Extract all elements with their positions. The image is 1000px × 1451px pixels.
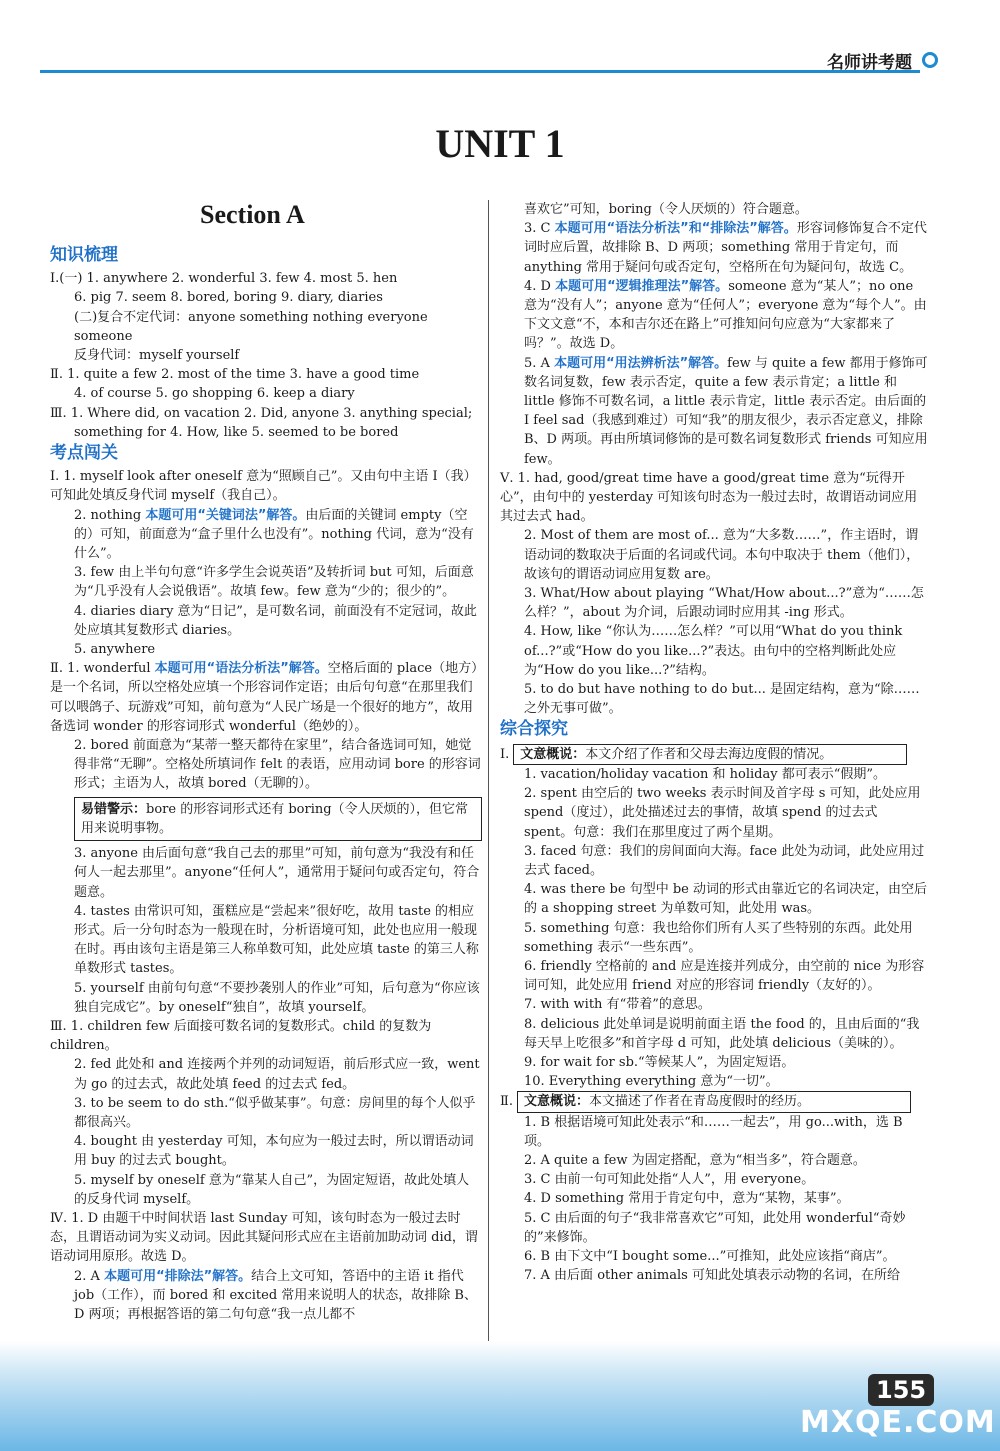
method-highlight: 本题可用“逻辑推理法”解答。: [555, 278, 729, 294]
answer-line: [500, 880, 930, 918]
answer-line: [50, 404, 482, 423]
answer-text: 1. B 根据语境可知此处表示“和……一起去”，用 go...with，选 B 项。: [524, 1114, 903, 1149]
answer-text: 5. myself by oneself 意为“靠某人自己”，为固定短语，故此处填人的反身代词 myself。: [74, 1172, 470, 1207]
answer-line: [500, 354, 930, 469]
summary-label: 文意概说：: [520, 746, 586, 762]
answer-text: Ⅲ. 1. children few 后面接可数名词的复数形式。child 的复数为 children。: [50, 1018, 432, 1054]
column-divider: [488, 200, 489, 1360]
section-title: Section A: [200, 200, 305, 229]
answer-line: [500, 200, 930, 219]
answer-text: 2. A: [74, 1268, 105, 1284]
summary-text: 本文描述了作者在青岛度假时的经历。: [588, 1094, 810, 1110]
answer-text: 2. fed 此处和 and 连接两个并列的动词短语，前后形式应一致，went 为 go 的过去式，故此处填 feed 的过去式 fed。: [74, 1057, 480, 1092]
answer-line: [50, 602, 482, 640]
answer-text: 6. B 由下文中“I bought some...”可推知，此处应该指“商店”。: [524, 1248, 896, 1264]
answer-text: 4. tastes 由常识可知，蛋糕应是“尝起来”很好吃，故用 taste 的相应形式。后一分句时态为一般现在时，分析语境可知，此处也应用一般现在时。再由该句主语是第三人称单数可知，此处应填 taste 的第三人称单数形式 tastes。: [74, 903, 479, 977]
answer-text: 1. vacation/holiday vacation 和 holiday 都可表示“假期”。: [524, 766, 887, 782]
answer-line: [500, 526, 930, 584]
answer-text: 2. Most of them are most of... 意为“大多数……”，作主语时，谓语动词的数取决于后面的名词或代词。本句中取决于 them（他们），故该句的谓语动词应用复数 are。: [524, 528, 920, 582]
answer-line: [50, 269, 482, 288]
warning-box: [74, 797, 482, 841]
answer-text: (二)复合不定代词：anyone something nothing everyone: [74, 309, 428, 325]
answer-text: 3. faced 句意：我们的房间面向大海。face 此处为动词，此处应用过去式 faced。: [524, 843, 925, 878]
method-highlight: 本题可用“排除法”解答。: [104, 1268, 252, 1284]
answer-line: [500, 469, 930, 527]
answer-line: [50, 346, 482, 365]
answer-explanation: someone 意为“某人”；no one 意为“没有人”；anyone 意为“任何人”；everyone 意为“每个人”。由下文文意“不，本和吉尔还在路上”可推知问句应意为“大家都来了吗？”。故选 D。: [524, 278, 927, 352]
answer-line: [50, 640, 482, 659]
answer-line: [500, 1189, 930, 1208]
answer-line: [50, 1055, 482, 1093]
answer-text: 4. bought 由 yesterday 可知，本句应为一般过去时，所以谓语动词用 buy 的过去式 bought。: [74, 1134, 474, 1169]
answer-line: [50, 1267, 482, 1325]
answer-line: [50, 979, 482, 1017]
answer-text: 2. nothing: [74, 507, 146, 523]
answer-text: 7. A 由后面 other animals 可知此处填表示动物的名词，在所给: [524, 1268, 900, 1284]
answer-text: 7. with with 有“带着”的意思。: [524, 997, 711, 1013]
answer-explanation: 空格后面的 place（地方）是一个名词，所以空格处应填一个形容词作定语；由后句句意“在那里我们可以喂鸽子、玩游戏”可知，前句意为“人民广场是一个很好的地方”，故用备选词 wonder 的形容词形式 wonderful（绝妙的）。: [50, 661, 478, 734]
answer-line: [500, 584, 930, 622]
answer-line: [50, 1209, 482, 1267]
answer-text: 4. was there be 句型中 be 动词的形式由靠近它的名词决定，由空后的 a shopping street 为单数可知，此处用 was。: [524, 882, 927, 917]
warning-label: 易错警示：: [81, 801, 147, 817]
answer-line: [50, 1132, 482, 1170]
answer-text: 2. spent 由空后的 two weeks 表示时间及首字母 s 可知，此处应用 spend（度过），此处描述过去的事情，故填 spend 的过去式 spent。句意：我们在那里度过了两个星期。: [524, 786, 921, 840]
section-heading: 综合探究: [500, 719, 568, 740]
answer-line: [50, 308, 482, 327]
answer-line: [500, 1266, 930, 1285]
method-highlight: 本题可用“语法分析法”解答。: [154, 661, 328, 677]
answer-text: Ⅰ.(一) 1. anywhere 2. wonderful 3. few 4. most 5. hen: [50, 271, 398, 287]
section-heading: 考点闯关: [50, 443, 118, 464]
answer-line: [500, 784, 930, 842]
answer-text: 3. C: [524, 221, 555, 237]
answer-text: 9. for wait for sb.“等候某人”，为固定短语。: [524, 1054, 795, 1070]
answer-text: something for 4. How, like 5. seemed to be bored: [74, 424, 399, 440]
answer-line: [500, 765, 930, 784]
answer-text: 3. to be seem to do sth.“似乎做某事”。句意：房间里的每个人似乎都很高兴。: [74, 1095, 476, 1130]
answer-line: [500, 219, 930, 277]
answer-line: [50, 467, 482, 505]
passage-summary: [500, 1091, 930, 1112]
answer-text: 6. friendly 空格前的 and 应是连接并列成分，由空前的 nice 为形容词可知，此处应用 friend 对应的形容词 friendly（友好的）。: [524, 958, 925, 994]
part-number: Ⅱ.: [500, 1094, 513, 1110]
answer-line: [50, 844, 482, 902]
answer-line: [500, 1015, 930, 1053]
answer-line: [50, 736, 482, 794]
answer-explanation: few 与 quite a few 都用于修饰可数名词复数，few 表示否定，quite a few 表示肯定；a little 和 little 修饰不可数名词，a little 表示肯定，little 表示否定。由后面的 I feel sad（我感到难过）可知“我”的朋友很少，表示否定意义，排除 B、D 两项。再由所填词修饰的是可数名词复数形式 friends 可知应用 few。: [524, 355, 928, 467]
answer-text: 反身代词：myself yourself: [74, 348, 240, 364]
answer-line: [50, 365, 482, 384]
answer-line: [500, 919, 930, 957]
answer-line: [50, 1094, 482, 1132]
answer-text: 5. A: [524, 355, 555, 371]
answer-line: [50, 902, 482, 979]
answer-explanation: 结合上文可知，答语中的主语 it 指代 job（工作），而 bored 和 excited 常用来说明人的状态，故排除 B、D 两项；再根据答语的第二句句意“我一点儿都不: [74, 1268, 477, 1322]
answer-text: 5. anywhere: [74, 642, 156, 658]
answer-text: 8. delicious 此处单词是说明前面主语 the food 的，且由后面的“我每天早上吃很多”和首字母 d 可知，此处填 delicious（美味的）。: [524, 1016, 920, 1051]
answer-text: 5. to do but have nothing to do but... 是固定结构，意为“除……之外无事可做”。: [524, 682, 920, 717]
answer-text: 3. anyone 由后面句意“我自己去的那里”可知，前句意为“我没有和任何人一起去那里”。anyone“任何人”，通常用于疑问句或否定句，符合题意。: [74, 846, 480, 900]
answer-text: 3. few 由上半句句意“许多学生会说英语”及转折词 but 可知，后面意为“几乎没有人会说俄语”。故填 few。few 意为“少的；很少的”。: [74, 565, 474, 600]
watermark: MXQE.COM: [800, 1405, 996, 1440]
answer-line: [50, 659, 482, 736]
answer-text: 5. yourself 由前句句意“不要抄袭别人的作业”可知，后句意为“你应该独自完成它”。by oneself“独自”，故填 yourself。: [74, 980, 480, 1015]
answer-line: [50, 288, 482, 307]
answer-text: 6. pig 7. seem 8. bored, boring 9. diary, diaries: [74, 290, 383, 306]
summary-box: [517, 1091, 911, 1112]
answer-text: 4. of course 5. go shopping 6. keep a diary: [74, 386, 355, 402]
answer-line: [500, 1151, 930, 1170]
unit-title: UNIT 1: [435, 121, 565, 166]
answer-text: Ⅲ. 1. Where did, on vacation 2. Did, anyone 3. anything special;: [50, 405, 473, 421]
answer-text: 4. diaries diary 意为“日记”，是可数名词，前面没有不定冠词，故此处应填其复数形式 diaries。: [74, 603, 477, 638]
summary-box: [513, 744, 907, 765]
answer-line: [500, 995, 930, 1014]
answer-line: [50, 423, 482, 442]
answer-explanation: 由后面的关键词 empty（空的）可知，前面意为“盒子里什么也没有”。nothing 代词，意为“没有什么”。: [74, 507, 474, 562]
left-column: [50, 244, 482, 1324]
page-number: 155: [868, 1374, 934, 1406]
answer-text: 5. C 由后面的句子“我非常喜欢它”可知，此处用 wonderful“奇妙的”来修饰。: [524, 1210, 906, 1245]
answer-text: 4. How, like “你认为……怎么样？”可以用“What do you think of...?”或“How do you like...?”表达。由句中的空格判断此处应为“How do you like...?”结构。: [524, 624, 903, 678]
passage-summary: [500, 744, 930, 765]
answer-line: [500, 277, 930, 354]
answer-text: 4. D: [524, 278, 556, 294]
answer-line: [500, 680, 930, 718]
answer-line: [500, 1209, 930, 1247]
answer-text: Ⅱ. 1. quite a few 2. most of the time 3. have a good time: [50, 367, 420, 383]
answer-line: [500, 1170, 930, 1189]
answer-line: [50, 1171, 482, 1209]
method-highlight: 本题可用“用法辨析法”解答。: [554, 355, 728, 371]
answer-line: [500, 1053, 930, 1072]
method-highlight: 本题可用“语法分析法”和“排除法”解答。: [554, 221, 797, 237]
answer-text: 喜欢它”可知，boring（令人厌烦的）符合题意。: [524, 202, 808, 217]
answer-line: [50, 327, 482, 346]
answer-text: Ⅰ. 1. myself look after oneself 意为“照顾自己”。又由句中主语 I（我）可知此处填反身代词 myself（我自己）。: [50, 469, 477, 504]
answer-text: 4. D something 常用于肯定句中，意为“某物，某事”。: [524, 1191, 850, 1207]
answer-line: [50, 384, 482, 403]
answer-text: 3. What/How about playing “What/How about...?”意为“……怎么样？”，about 为介词，后跟动词时应用其 -ing 形式。: [524, 586, 924, 621]
warning-text: bore 的形容词形式还有 boring（令人厌烦的），但它常用来说明事物。: [81, 801, 469, 836]
answer-line: [50, 563, 482, 601]
answer-text: Ⅴ. 1. had, good/great time have a good/great time 意为“玩得开心”，由句中的 yesterday 可知该句时态为一般过去时，故谓语动词应用其过去式 had。: [500, 470, 918, 525]
answer-text: Ⅳ. 1. D 由题干中时间状语 last Sunday 可知，该句时态为一般过去时态，且谓语动词为实义动词。因此其疑问形式应在主语前加助动词 did，谓语动词用原形。故选 D。: [50, 1210, 478, 1265]
header-rule: [40, 70, 920, 73]
summary-text: 本文介绍了作者和父母去海边度假的情况。: [585, 746, 833, 762]
summary-label: 文意概说：: [523, 1094, 589, 1110]
answer-line: [500, 1113, 930, 1151]
method-highlight: 本题可用“关键词法”解答。: [145, 507, 306, 523]
answer-line: [500, 1247, 930, 1266]
answer-line: [50, 1017, 482, 1055]
answer-explanation: 形容词修饰复合不定代词时应后置，故排除 B、D 两项；something 常用于肯定句，而 anything 常用于疑问句或否定句，空格所在句为疑问句，故选 C。: [524, 221, 927, 275]
answer-line: [500, 622, 930, 680]
circle-icon: [922, 52, 938, 68]
right-column: [500, 200, 930, 1285]
section-heading: 知识梳理: [50, 245, 118, 265]
answer-line: [500, 1072, 930, 1091]
answer-text: 3. C 由前一句可知此处指“人人”，用 everyone。: [524, 1172, 815, 1188]
answer-text: 2. A quite a few 为固定搭配，意为“相当多”，符合题意。: [524, 1152, 866, 1168]
answer-text: 10. Everything everything 意为“一切”。: [524, 1074, 779, 1090]
answer-line: [500, 957, 930, 995]
answer-text: Ⅱ. 1. wonderful: [50, 661, 155, 677]
answer-text: 2. bored 前面意为“某蒂一整天都待在家里”，结合备选词可知，她觉得非常“无聊”。空格处所填词作 felt 的表语，应用动词 bore 的形容词形式；主语为人，故填 bored（无聊的）。: [74, 738, 481, 792]
header-label: 名师讲考题: [827, 53, 912, 73]
part-number: Ⅰ.: [500, 746, 510, 762]
answer-text: someone: [74, 328, 133, 344]
answer-line: [50, 506, 482, 564]
answer-line: [500, 842, 930, 880]
answer-text: 5. something 句意：我也给你们所有人买了些特别的东西。此处用 something 表示“一些东西”。: [524, 920, 913, 955]
